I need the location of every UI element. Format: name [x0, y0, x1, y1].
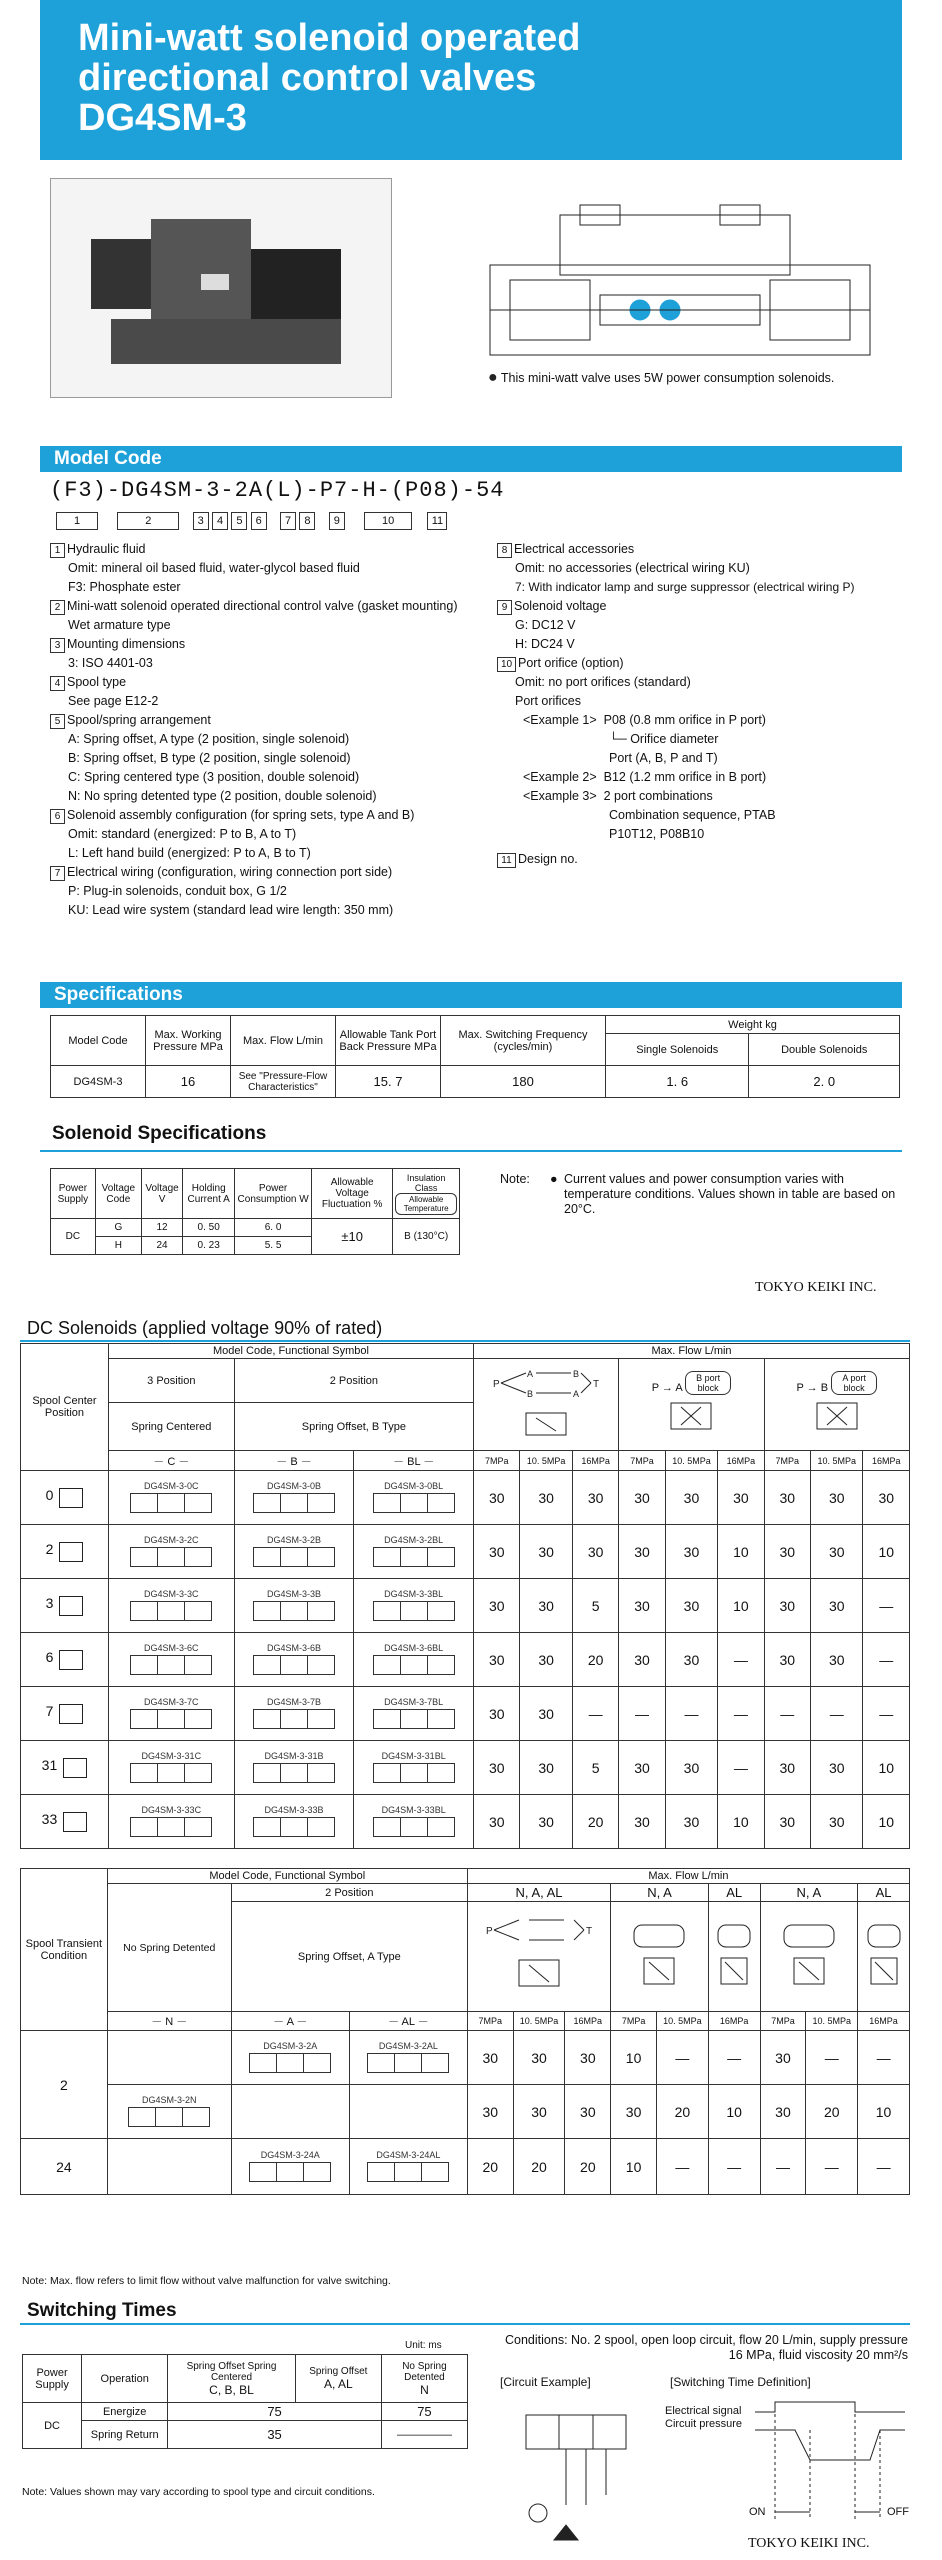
- solenoid-note: Note: ● Current values and power consumption varies with temperature conditions. Values shown in table are based on 20°C.: [500, 1172, 896, 1216]
- model-code-left-list: 1 Hydraulic fluid Omit: mineral oil based fluid, water-glycol based fluid F3: Phosphate ester 2 Mini-watt solenoid operated directional control valve (gasket mounting) Wet armature type 3 Mounting dimensions 3: ISO 4401-03 4 Spool type See page E12-2 5 Spool/spring arrangement A: Spring offset, A type (2 position, single solenoid) B: Spring offset, B type (2 position, single solenoid) C: Spring centered type (3 position, double solenoid) N: No spring detented type (2 position, double solenoid) 6 Solenoid assembly configuration (for spring sets, type A and B) Omit: standard (energized: P to B, A to T) L: Left hand build (energized: P to A, B to T) 7 Electrical wiring (configuration, wiring connection port side) P: Plug-in solenoids, conduit box, G 1/2 KU: Lead wire system (standard lead wire length: 350 mm): [50, 540, 490, 920]
- table-row: 3 DG4SM-3-3C DG4SM-3-3B DG4SM-3-3BL 30 30 5 30 30 10 30 30 ―: [21, 1579, 910, 1633]
- list-item: 7 Electrical wiring (configuration, wiring connection port side): [50, 863, 490, 882]
- model-code-string: (F3)-DG4SM-3-2A(L)-P7-H-(P08)-54: [50, 478, 505, 503]
- spool-symbol: [253, 1655, 335, 1675]
- code-box: 11: [427, 512, 447, 530]
- spool-symbol: [253, 1709, 335, 1729]
- spool-symbol: [373, 1601, 455, 1621]
- valve-cross-section-drawing: [470, 195, 910, 365]
- list-item: 11 Design no.: [497, 850, 917, 869]
- switching-time-chart: Electrical signal Circuit pressure ON OFF: [665, 2400, 910, 2530]
- solenoid-specifications-table: Power Supply Voltage Code Voltage V Holding Current A Power Consumption W Allowable Voltage Fluctuation % Insulation Class Allowable Temperature DC G 12 0. 50 6. 0 ±10 B (130°C) H 24 0. 23 5. 5: [50, 1168, 460, 1255]
- dc-solenoids-title: DC Solenoids (applied voltage 90% of rated): [27, 1318, 383, 1338]
- svg-text:T: T: [593, 1379, 600, 1390]
- list-item: 10 Port orifice (option): [497, 654, 917, 673]
- list-item: 1 Hydraulic fluid: [50, 540, 490, 559]
- spool-symbol: [249, 2053, 331, 2073]
- unit-label: Unit: ms: [405, 2340, 442, 2351]
- table-row: 6 DG4SM-3-6C DG4SM-3-6B DG4SM-3-6BL 30 30 20 30 30 ― 30 30 ―: [21, 1633, 910, 1687]
- list-item: 6 Solenoid assembly configuration (for spring sets, type A and B): [50, 806, 490, 825]
- model-code-section-bar: Model Code: [40, 446, 902, 472]
- spool-symbol: [253, 1493, 335, 1513]
- table-row: 7 DG4SM-3-7C DG4SM-3-7B DG4SM-3-7BL 30 30 ― ― ― ― ― ― ―: [21, 1687, 910, 1741]
- divider: [40, 1150, 902, 1152]
- switching-times-table: Power Supply Operation Spring Offset Spring Centered C, B, BL Spring Offset A, AL No Spring Detented N DC Energize 75 75 Spring Return 35 ―――――: [22, 2354, 468, 2449]
- circuit-example-diagram: [496, 2395, 656, 2545]
- svg-text:P: P: [493, 1379, 500, 1390]
- center-position-symbol: [63, 1758, 87, 1778]
- flow-symbol-ptob: P → B A port block: [764, 1359, 909, 1451]
- spool-symbol: [130, 1547, 212, 1567]
- center-position-symbol: [59, 1488, 83, 1508]
- flow-symbol-transient: [467, 1902, 610, 2012]
- table-row: 0 DG4SM-3-0C DG4SM-3-0B DG4SM-3-0BL 30 30 30 30 30 30 30 30 30: [21, 1471, 910, 1525]
- code-box: 4: [212, 512, 228, 530]
- company-name: TOKYO KEIKI INC.: [755, 1280, 877, 1295]
- center-position-symbol: [59, 1596, 83, 1616]
- code-box: 2: [117, 512, 179, 530]
- model-code-boxes: [56, 512, 516, 530]
- list-item: 8 Electrical accessories: [497, 540, 917, 559]
- switching-time-definition-label: [Switching Time Definition]: [670, 2375, 811, 2389]
- product-photo: [50, 178, 392, 398]
- switching-note: Note: Values shown may vary according to spool type and circuit conditions.: [22, 2486, 375, 2498]
- flow-symbol-b-block-2: [858, 1902, 910, 2012]
- center-position-symbol: [59, 1650, 83, 1670]
- table-row: 33 DG4SM-3-33C DG4SM-3-33B DG4SM-3-33BL 30 30 20 30 30 10 30 30 10: [21, 1795, 910, 1849]
- spool-symbol: [130, 1817, 212, 1837]
- spool-symbol: [367, 2162, 449, 2182]
- spool-symbol: [253, 1601, 335, 1621]
- list-item: 2 Mini-watt solenoid operated directional control valve (gasket mounting): [50, 597, 490, 616]
- spool-symbol: [253, 1817, 335, 1837]
- spool-symbol: [128, 2107, 210, 2127]
- spool-symbol: [249, 2162, 331, 2182]
- svg-text:P: P: [486, 1926, 493, 1937]
- svg-text:T: T: [586, 1926, 593, 1937]
- center-position-symbol: [63, 1812, 87, 1832]
- spool-symbol: [253, 1763, 335, 1783]
- circuit-example-label: [Circuit Example]: [500, 2375, 591, 2389]
- svg-text:B: B: [527, 1389, 534, 1399]
- spool-symbol: [130, 1709, 212, 1729]
- spool-symbol: [130, 1601, 212, 1621]
- spool-symbol: [373, 1763, 455, 1783]
- table-row: 31 DG4SM-3-31C DG4SM-3-31B DG4SM-3-31BL 30 30 5 30 30 ― 30 30 10: [21, 1741, 910, 1795]
- divider: [20, 1340, 910, 1342]
- switching-conditions: Conditions: No. 2 spool, open loop circuit, flow 20 L/min, supply pressure 16 MPa, fluid viscosity 20 mm²/s: [505, 2333, 908, 2362]
- code-box: 5: [231, 512, 247, 530]
- list-item: 9 Solenoid voltage: [497, 597, 917, 616]
- flow-symbol-ptoab: [474, 1359, 619, 1451]
- dc-note: Note: Max. flow refers to limit flow without valve malfunction for valve switching.: [22, 2275, 391, 2287]
- specifications-section-bar: Specifications: [40, 982, 902, 1008]
- spool-symbol: [373, 1547, 455, 1567]
- model-code-right-list: 8 Electrical accessories Omit: no accessories (electrical wiring KU) 7: With indicator lamp and surge suppressor (electrical wiring P) 9 Solenoid voltage G: DC12 V H: DC24 V 10 Port orifice (option) Omit: no port orifices (standard) Port orifices <Example 1> P08 (0.8 mm orifice in P port) └─ Orifice diameter Port (A, B, P and T) <Example 2> B12 (1.2 mm orifice in B port) <Example 3> 2 port combinations Combination sequence, PTAB P10T12, P08B10 11 Design no.: [497, 540, 917, 869]
- spool-symbol: [130, 1655, 212, 1675]
- code-box: 8: [299, 512, 315, 530]
- dc-rows: [21, 1471, 910, 1849]
- solenoid-specifications-title: Solenoid Specifications: [52, 1123, 267, 1144]
- spool-symbol: [130, 1763, 212, 1783]
- flow-symbol-ptoa: P → A B port block: [619, 1359, 764, 1451]
- spool-symbol: [253, 1547, 335, 1567]
- svg-text:B: B: [573, 1369, 580, 1379]
- flow-symbol-a-block: [611, 1902, 709, 2012]
- intro-note: ● This mini-watt valve uses 5W power consumption solenoids.: [488, 369, 835, 386]
- spool-symbol: [367, 2053, 449, 2073]
- spool-symbol: [373, 1655, 455, 1675]
- code-box: 6: [251, 512, 267, 530]
- list-item: 4 Spool type: [50, 673, 490, 692]
- spool-symbol: [373, 1817, 455, 1837]
- spool-symbol: [373, 1709, 455, 1729]
- divider: [20, 2323, 910, 2325]
- page-header: [40, 0, 902, 160]
- list-item: 5 Spool/spring arrangement: [50, 711, 490, 730]
- company-name-footer: TOKYO KEIKI INC.: [748, 2536, 870, 2551]
- specifications-table: Model Code Max. Working Pressure MPa Max. Flow L/min Allowable Tank Port Back Pressure MPa Max. Switching Frequency (cycles/min) Weight kg Single Solenoids Double Solenoids DG4SM-3 16 See "Pressure-Flow Characteristics" 15. 7 180 1. 6 2. 0: [50, 1015, 900, 1098]
- center-position-symbol: [59, 1542, 83, 1562]
- code-box: 3: [193, 512, 209, 530]
- dc-transient-table: Spool Transient Condition Model Code, Functional Symbol Max. Flow L/min No Spring Detented 2 Position N, A, AL N, A AL N, A AL Spring Offset, A Type P T － N － － A － － AL － 7MPa 10. 5MPa 16MPa 7MPa 10. 5MPa 16MPa 7MPa 10. 5MPa 16MPa 2 DG4SM-3-2A DG4SM-3-2AL 30 30 30 10 ― ― 30 ― ― DG4SM-3-2N 30 30 30 30 20 10 30 20 10 24 DG4SM-3-24A DG4SM-3-24AL 20 20 20 10 ― ― ― ― ―: [20, 1868, 910, 2195]
- flow-symbol-a-block-2: [760, 1902, 858, 2012]
- code-box: 10: [364, 512, 412, 530]
- code-box: 9: [329, 512, 345, 530]
- dc-flow-table: Spool Center Position Model Code, Functional Symbol Max. Flow L/min 3 Position 2 Position P A B B A T P → A B port block P → B A port block Spring Centered Spring Offset, B Type － C － － B － － BL － 7MPa 10. 5MPa 16MPa 7MPa 10. 5MPa 16MPa 7MPa 10. 5MPa 16MPa 0 DG4SM-3-0C DG4SM-3-0B DG4SM-3-0BL 30 30 30 30 30 30 30 30 30 2 DG4SM-3-2C DG4SM-3-2B DG4SM-3-2BL 30 30 30 30 30 10 30 30 10 3 DG4SM-3-3C DG4SM-3-3B DG4SM-3-3BL 30 30 5 30 30 10 30 30 ― 6 DG4SM-3-6C DG4SM-3-6B DG4SM-3-6BL 30 30 20 30 30 ― 30 30 ― 7 DG4SM-3-7C DG4SM-3-7B DG4SM-3-7BL 30 30 ― ― ― ― ― ― ― 31 DG4SM-3-31C DG4SM-3-31B DG4SM-3-31BL 30 30 5 30 30 ― 30 30 10 33 DG4SM-3-33C DG4SM-3-33B DG4SM-3-33BL 30 30 20 30 30 10 30 30 10: [20, 1343, 910, 1849]
- svg-text:A: A: [527, 1369, 534, 1379]
- svg-text:A: A: [573, 1389, 580, 1399]
- switching-times-title: Switching Times: [27, 2300, 177, 2321]
- list-item: 3 Mounting dimensions: [50, 635, 490, 654]
- spool-symbol: [130, 1493, 212, 1513]
- spool-symbol: [373, 1493, 455, 1513]
- code-box: 7: [280, 512, 296, 530]
- page-title: Mini-watt solenoid operated directional control valves DG4SM-3: [78, 17, 581, 139]
- flow-symbol-b-block: [708, 1902, 760, 2012]
- center-position-symbol: [59, 1704, 83, 1724]
- table-row: 2 DG4SM-3-2C DG4SM-3-2B DG4SM-3-2BL 30 30 30 30 30 10 30 30 10: [21, 1525, 910, 1579]
- code-box: 1: [56, 512, 98, 530]
